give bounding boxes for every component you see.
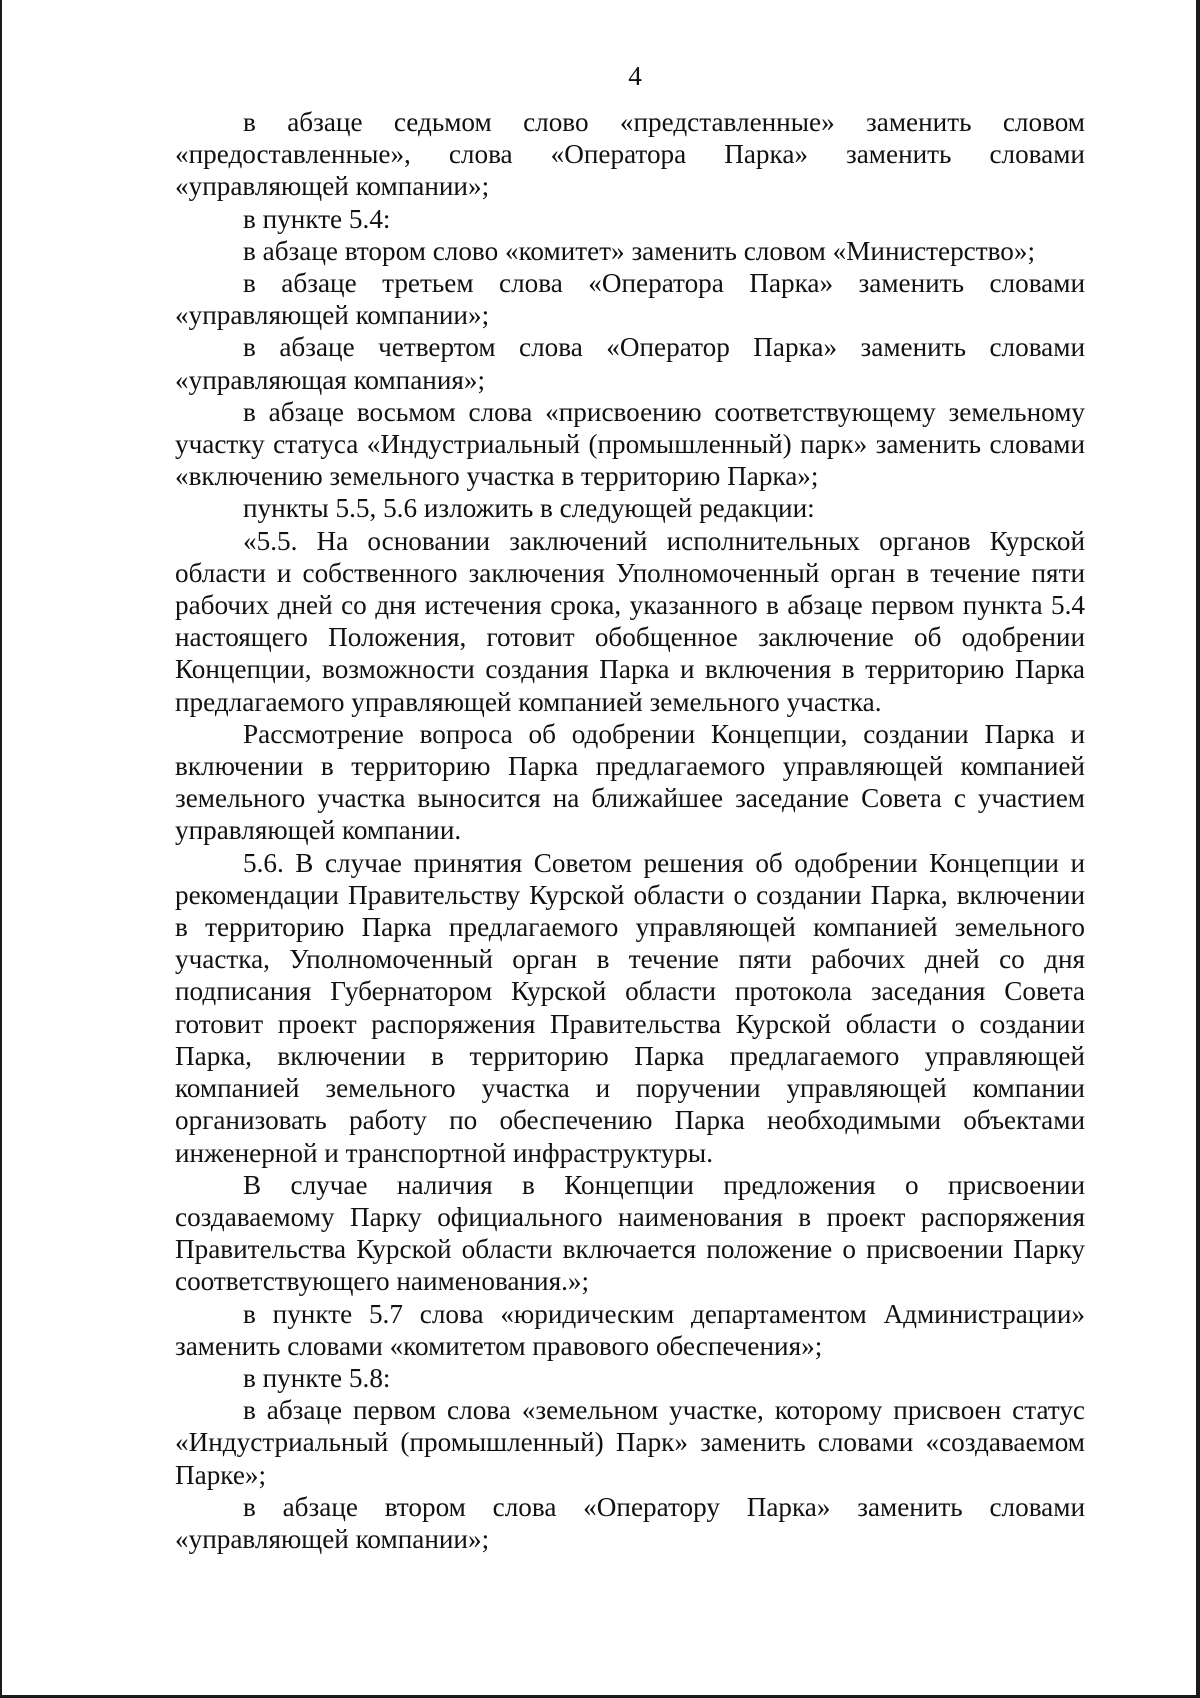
paragraph-punkt-5-4: в пункте 5.4:: [243, 203, 391, 234]
paragraph-abzats-chetvertyy: в абзаце четвертом слова «Оператор Парка» заменить словами «управляющая компания»;: [175, 332, 1085, 395]
paragraph-punkt-5-8: в пункте 5.8:: [243, 1362, 391, 1393]
document-page: [175, 60, 1085, 1555]
paragraph-abzats-vtoroy: в абзаце втором слово «комитет» заменить словом «Министерство»;: [243, 235, 1036, 266]
paragraph-naimenovanie: В случае наличия в Концепции предложения о присвоении создаваемому Парку официального наименования в проект распоряжения Правительства Курской области включается положение о присвоении Парку соответствующего наименования.»;: [175, 1169, 1085, 1297]
paragraph-abzats-tretiy: в абзаце третьем слова «Оператора Парка» заменить словами «управляющей компании»;: [175, 268, 1085, 331]
paragraph-abzats-sedmoy: в абзаце седьмом слово «представленные» заменить словом «предоставленные», слова «Оператора Парка» заменить словами «управляющей компании»;: [175, 107, 1085, 202]
paragraph-punkt-5-7: в пункте 5.7 слова «юридическим департаментом Администрации» заменить словами «комитетом правового обеспечения»;: [175, 1298, 1085, 1361]
paragraph-punkt-5-6-text: 5.6. В случае принятия Советом решения об одобрении Концепции и рекомендации Правительству Курской области о создании Парка, включении в территорию Парка предлагаемого управляющей компанией земельного участка, Уполномоченный орган в течение пяти рабочих дней со дня подписания Губернатором Курской области протокола заседания Совета готовит проект распоряжения Правительства Курской области о создании Парка, включении в территорию Парка предлагаемого управляющей компанией земельного участка и поручении управляющей компании организовать работу по обеспечению Парка необходимыми объектами инженерной и транспортной инфраструктуры.: [175, 847, 1085, 1168]
page-number: 4: [628, 61, 642, 91]
paragraph-punkt-5-5-text: «5.5. На основании заключений исполнительных органов Курской области и собственного заключения Уполномоченный орган в течение пяти рабочих дней со дня истечения срока, указанного в абзаце первом пункта 5.4 настоящего Положения, готовит обобщенное заключение об одобрении Концепции, возможности создания Парка и включения в территорию Парка предлагаемого управляющей компанией земельного участка.: [175, 525, 1085, 717]
paragraph-punkty-5-5-5-6: пункты 5.5, 5.6 изложить в следующей редакции:: [243, 493, 815, 524]
paragraph-rassmotrenie: Рассмотрение вопроса об одобрении Концепции, создании Парка и включении в территорию Парка предлагаемого управляющей компанией земельного участка выносится на ближайшее заседание Совета с участием управляющей компании.: [175, 718, 1085, 846]
paragraph-abzats-vosmoy: в абзаце восьмом слова «присвоению соответствующему земельному участку статуса «Индустриальный (промышленный) парк» заменить словами «включению земельного участка в территорию Парка»;: [175, 396, 1085, 492]
paragraph-abzats-vtoroy-operatoru: в абзаце втором слова «Оператору Парка» заменить словами «управляющей компании»;: [175, 1491, 1085, 1554]
paragraph-abzats-pervyy: в абзаце первом слова «земельном участке, которому присвоен статус «Индустриальный (промышленный) Парк» заменить словами «создаваемом Парке»;: [175, 1395, 1085, 1490]
